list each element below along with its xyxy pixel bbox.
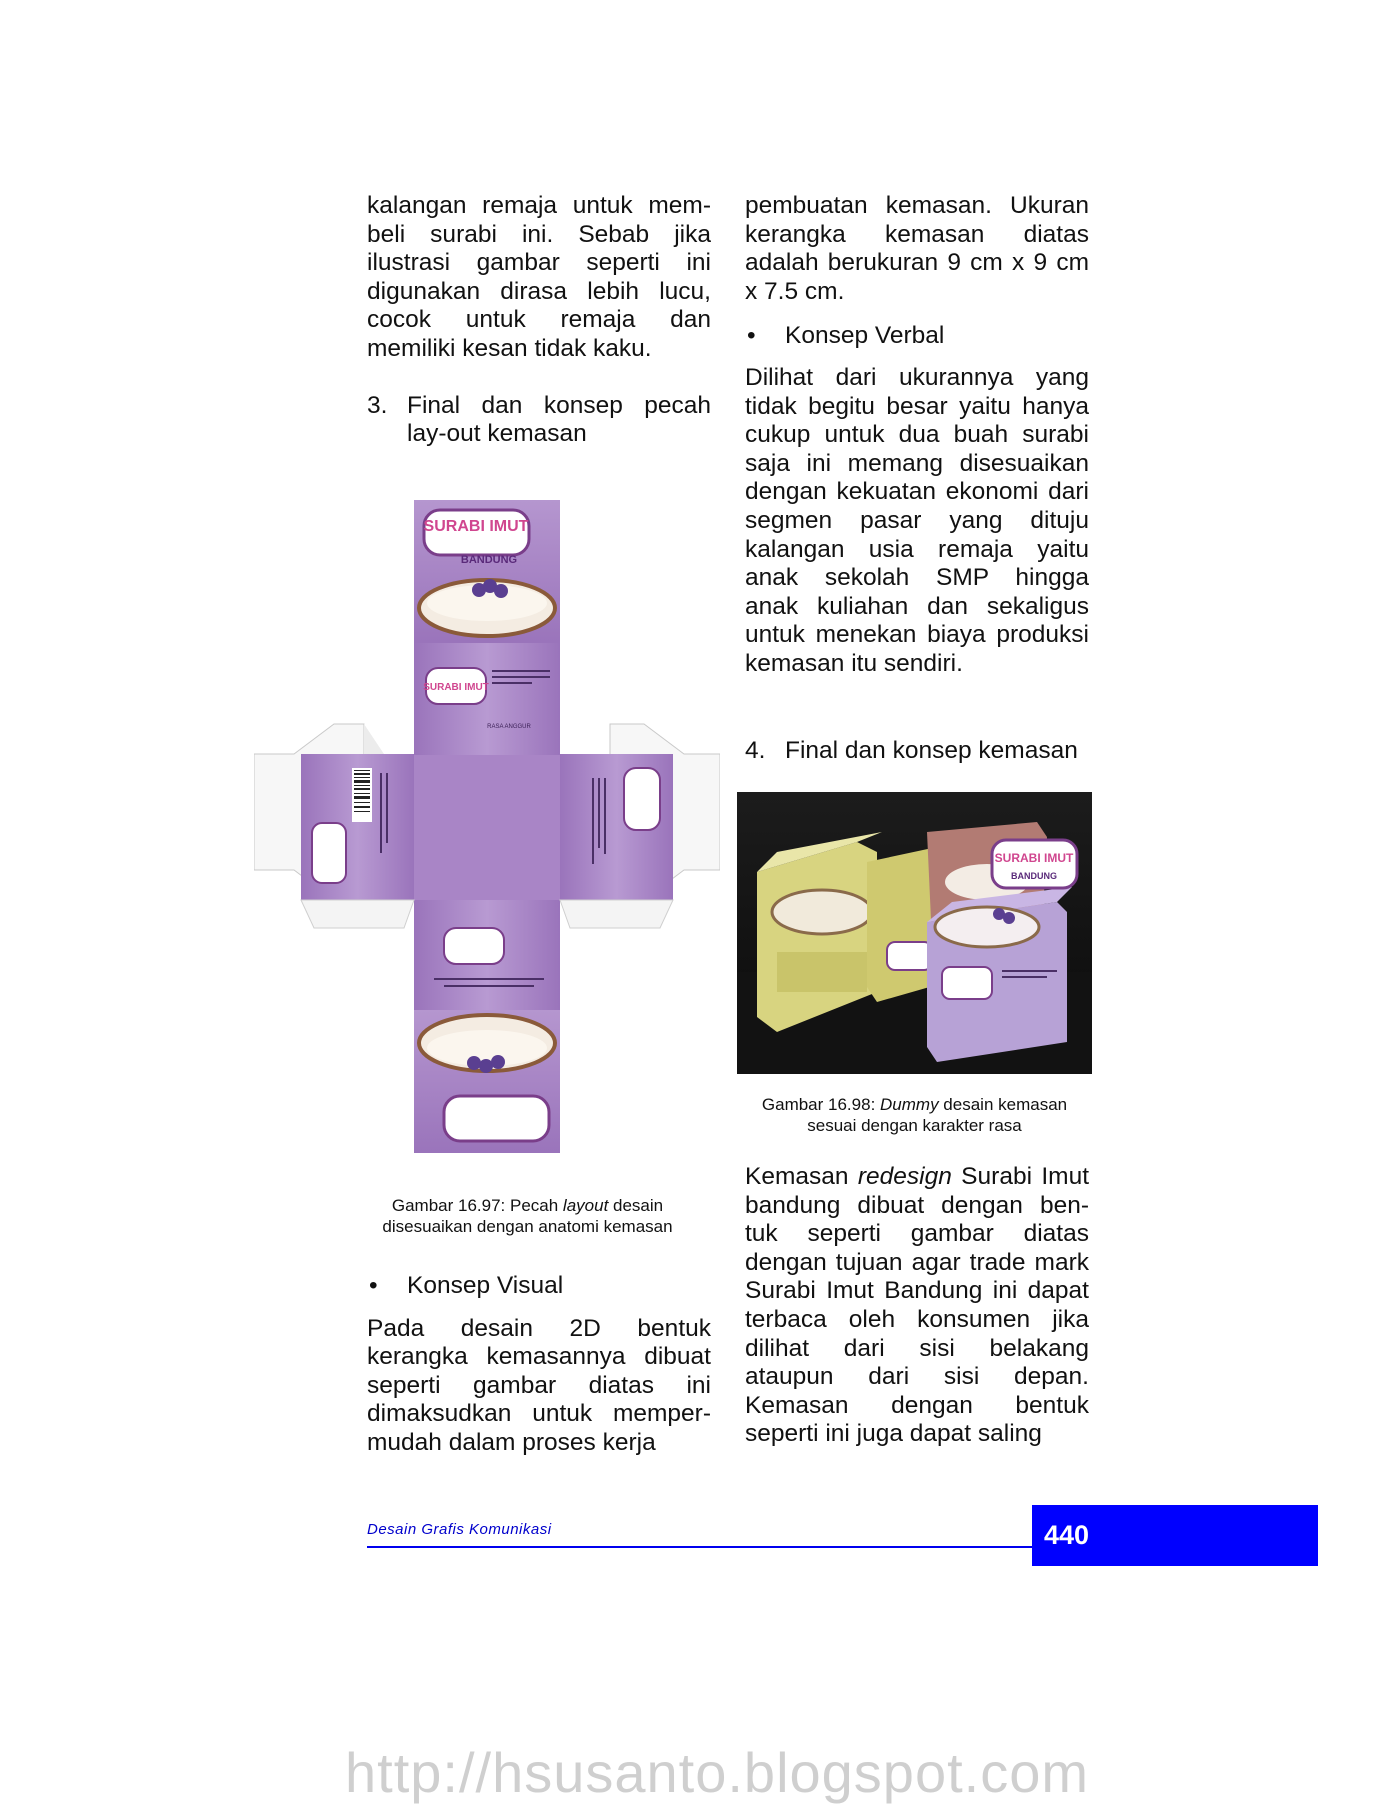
caption-line-1 xyxy=(355,1195,700,1216)
right-paragraph-3 xyxy=(745,1163,1089,1449)
right-paragraph-1: pembuatan kemasan. Ukuran kerangka kemasan diatas adalah berukuran 9 cm x 9 cm x 7.5 cm. xyxy=(745,192,1089,305)
dieline-rasa: RASA ANGGUR xyxy=(487,724,531,730)
bullet-dot: • xyxy=(747,322,756,350)
photo-brand: SURABI IMUT xyxy=(994,851,1074,865)
caption-rest: desain kemasan xyxy=(938,1095,1068,1114)
list-item-4 xyxy=(745,737,1089,766)
caption-line-1 xyxy=(737,1094,1092,1115)
footer-divider xyxy=(367,1546,1032,1548)
page-number-box xyxy=(1032,1505,1318,1566)
page-number: 440 xyxy=(1044,1520,1090,1550)
dieline-figure xyxy=(254,498,720,1155)
bullet-konsep-verbal xyxy=(745,322,1089,351)
list-text-3: Final dan konsep pecah lay-out kemasan xyxy=(407,391,711,448)
right-column-lower xyxy=(745,1163,1089,1449)
caption-emphasis: layout xyxy=(562,1196,609,1215)
caption-rest: desain xyxy=(608,1196,664,1215)
dieline-brand-top: SURABI IMUT xyxy=(423,518,529,535)
bullet-dot: • xyxy=(369,1272,378,1299)
watermark-url: http://hsusanto.blogspot.com xyxy=(345,1741,1089,1804)
list-text-4: Final dan konsep kemasan xyxy=(785,736,1078,764)
list-number-4: 4. xyxy=(745,736,766,764)
left-paragraph-1: kalangan remaja untuk mem-beli surabi ini. Sebab jika ilustrasi gambar seperti ini digunakan dirasa lebih lucu, cocok untuk remaja dan memiliki kesan tidak kaku. xyxy=(367,192,711,362)
list-item-3 xyxy=(367,392,711,449)
left-column-lower xyxy=(367,1272,711,1458)
figure-caption-16-97 xyxy=(355,1195,700,1237)
left-column xyxy=(367,192,711,449)
para3-emphasis: redesign xyxy=(857,1163,952,1190)
dummy-photo xyxy=(737,792,1092,1074)
right-column xyxy=(745,192,1089,765)
caption-line-2: sesuai dengan karakter rasa xyxy=(807,1116,1022,1135)
dummy-photo-figure xyxy=(737,792,1092,1074)
left-paragraph-2: Pada desain 2D bentuk kerangka kemasannya dibuat seperti gambar diatas ini dimaksudkan untuk memper-mudah dalam proses kerja xyxy=(367,1314,711,1456)
para3-prefix: Kemasan xyxy=(745,1163,858,1190)
caption-prefix: Gambar 16.97: Pecah xyxy=(391,1196,563,1215)
photo-sub: BANDUNG xyxy=(1011,871,1057,881)
bullet-konsep-visual xyxy=(367,1272,711,1301)
figure-caption-16-98 xyxy=(737,1094,1092,1136)
footer-book-title: Desain Grafis Komunikasi xyxy=(367,1521,552,1538)
caption-line-2: disesuaikan dengan anatomi kemasan xyxy=(382,1217,673,1236)
para3-rest: Surabi Imut bandung dibuat dengan ben-tuk seperti gambar diatas dengan tujuan agar trade mark Surabi Imut Bandung ini dapat terbaca oleh konsumen jika dilihat dari sisi belakang ataupun dari sisi depan. Kemasan dengan bentuk seperti ini juga dapat saling xyxy=(745,1163,1089,1448)
right-paragraph-2: Dilihat dari ukurannya yang tidak begitu besar yaitu hanya cukup untuk dua buah surabi saja ini memang disesuaikan dengan kekuatan ekonomi dari segmen pasar yang dituju kalangan usia remaja yaitu anak sekolah SMP hingga anak kuliahan dan sekaligus untuk menekan biaya produksi kemasan itu sendiri. xyxy=(745,363,1089,677)
caption-emphasis: Dummy xyxy=(880,1095,939,1114)
list-number-3: 3. xyxy=(367,391,388,419)
caption-prefix: Gambar 16.98: xyxy=(761,1095,881,1114)
dieline-illustration xyxy=(254,498,720,1155)
bullet-label: Konsep Visual xyxy=(407,1272,564,1299)
bullet-label: Konsep Verbal xyxy=(785,322,945,350)
dieline-sub-top: BANDUNG xyxy=(460,554,518,566)
dieline-brand-mid: SURABI IMUT xyxy=(423,682,489,693)
